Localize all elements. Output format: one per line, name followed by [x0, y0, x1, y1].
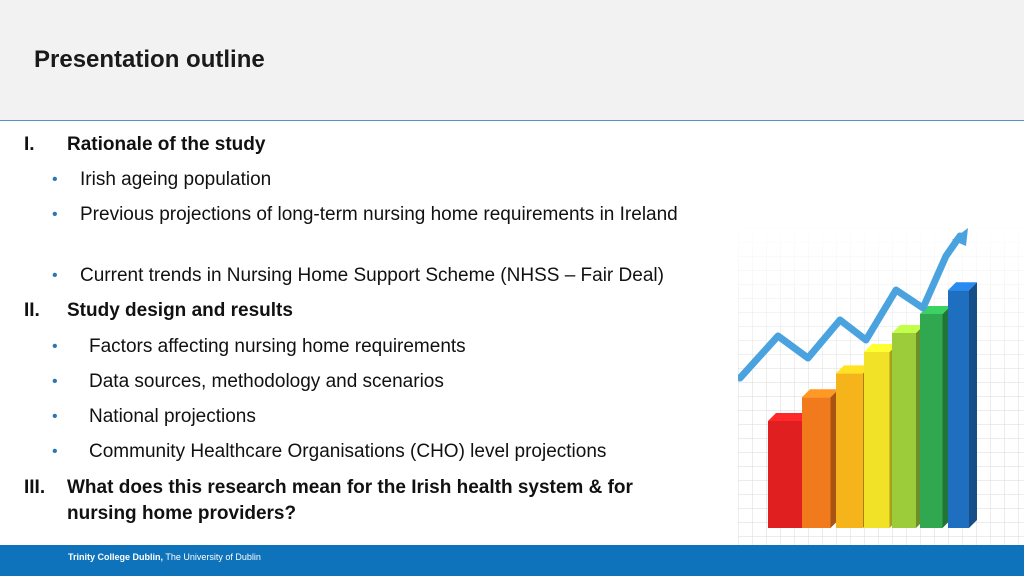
bar-front: [836, 373, 863, 528]
list-item-text: Factors affecting nursing home requirements: [89, 336, 466, 357]
bar-front: [802, 397, 831, 528]
list-item-text: National projections: [89, 406, 256, 427]
list-item-text: Current trends in Nursing Home Support Scheme (NHSS – Fair Deal): [80, 265, 664, 286]
footer-text: [68, 552, 261, 562]
bar-front: [920, 314, 943, 528]
bar-side: [969, 282, 977, 528]
growth-chart-illustration: [738, 228, 1024, 545]
bullet-icon: •: [52, 373, 58, 390]
section-numeral: I.: [24, 134, 35, 155]
list-item-text: Community Healthcare Organisations (CHO) level projections: [89, 441, 607, 462]
section-numeral: III.: [24, 477, 46, 498]
list-item-text: Irish ageing population: [80, 169, 272, 190]
list-item-text: Data sources, methodology and scenarios: [89, 371, 444, 392]
slide-footer: [0, 545, 1024, 576]
section-heading: Rationale of the study: [67, 134, 266, 155]
slide-title: Presentation outline: [34, 46, 265, 73]
header-divider: [0, 120, 1024, 121]
bar-7: [948, 282, 977, 528]
bar-5: [892, 325, 924, 528]
bullet-icon: •: [52, 171, 58, 188]
slide-header: [0, 0, 1024, 120]
bar-front: [948, 290, 969, 528]
footer-subtitle: The University of Dublin: [165, 552, 261, 562]
bar-6: [920, 306, 951, 528]
bullet-icon: •: [52, 443, 58, 460]
bullet-icon: •: [52, 338, 58, 355]
section-heading: Study design and results: [67, 300, 293, 321]
bullet-icon: •: [52, 206, 58, 223]
section-numeral: II.: [24, 300, 40, 321]
footer-institution: Trinity College Dublin,: [68, 552, 164, 562]
bullet-icon: •: [52, 267, 58, 284]
bar-2: [802, 389, 839, 528]
list-item-text: Previous projections of long-term nursing home requirements in Ireland: [80, 204, 678, 225]
bar-front: [864, 352, 890, 528]
bar-front: [892, 333, 916, 528]
bullet-icon: •: [52, 408, 58, 425]
section-heading: What does this research mean for the Irish health system & for nursing home providers?: [67, 477, 633, 524]
